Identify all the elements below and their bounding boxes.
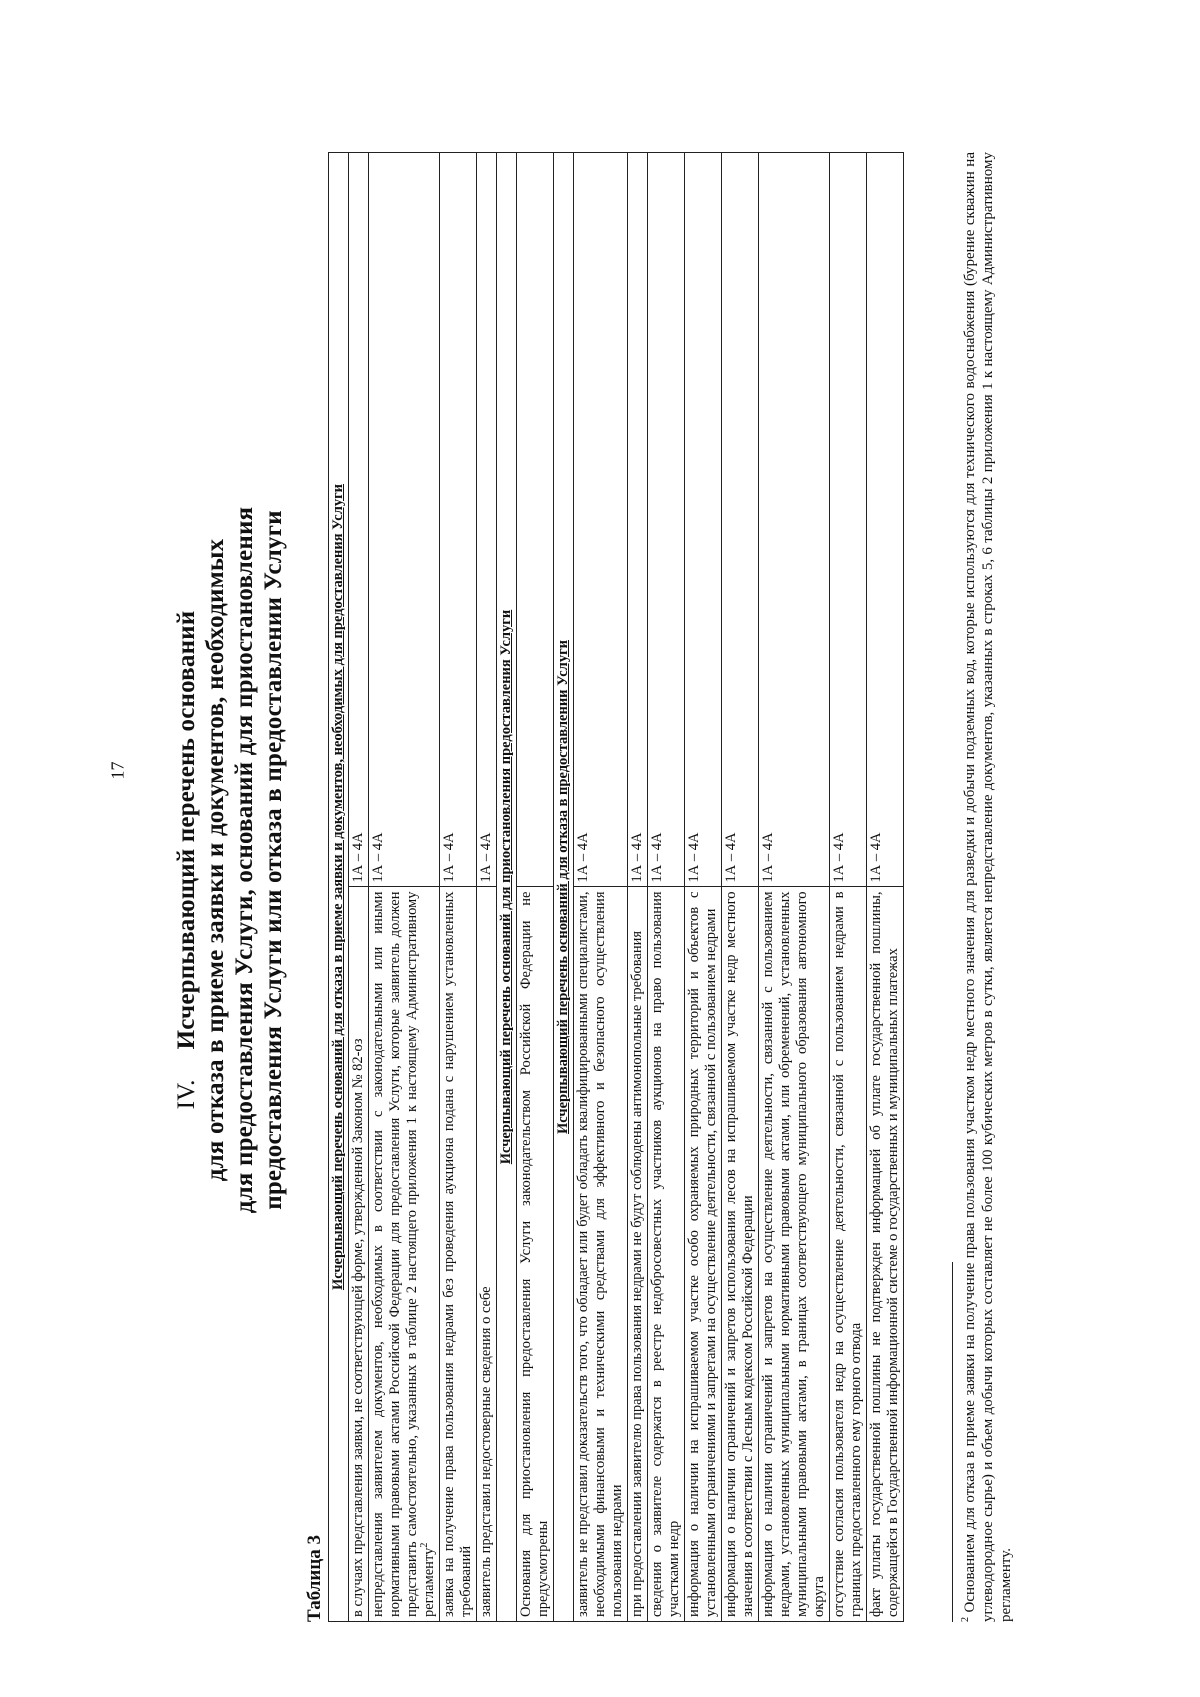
row-text: информация о наличии на испрашиваемом участке особо охраняемых природных территорий и объектов с установленными ограничениями и запретами на осуществление деятельности, связанной с пользованием недрами — [685, 887, 722, 1622]
row-text: сведения о заявителе содержатся в реестре недобросовестных участников аукционов на право пользования участками недр — [648, 887, 685, 1622]
row-code: 1А – 4А — [722, 153, 759, 888]
table-section-header — [554, 153, 574, 1622]
table-row — [477, 153, 497, 1622]
row-code: 1А – 4А — [867, 153, 904, 888]
footnote-text: Основанием для отказа в приеме заявки на получение права пользования участком недр местного значения для разведки и добычи подземных вод, которые используются для технического водоснабжения (бурение скважин на углеводородное сырье) и объем добычи которых составляет не более 100 кубических метров в сутки, является непредставление документов, указанных в строках 5, 6 таблицы 2 приложения 1 к настоящему Административному регламенту. — [962, 152, 1014, 1622]
table-row — [759, 153, 830, 1622]
row-text: отсутствие согласия пользователя недр на осуществление деятельности, связанной с пользованием недрами в границах предоставленного ему горного отвода — [830, 887, 867, 1622]
row-code: 1А – 4А — [574, 153, 628, 888]
row-code — [517, 153, 554, 888]
heading-line-4: предоставления Услуги или отказа в предоставлении Услуги — [260, 510, 287, 1210]
row-code: 1А – 4А — [830, 153, 867, 888]
table-row — [648, 153, 685, 1622]
row-text: заявка на получение права пользования недрами без проведения аукциона подана с нарушением установленных требований — [440, 887, 477, 1622]
row-code: 1А – 4А — [477, 153, 497, 888]
table-row — [369, 153, 440, 1622]
row-text: непредставления заявителем документов, необходимых в соответствии с законодательными или иными нормативными правовыми актами Российской Федерации для предоставления Услуги, которые заявитель должен представить самостоятельно, указанных в таблице 2 настоящего приложения 1 к настоящему Административному регламенту — [370, 891, 437, 1617]
row-code: 1А – 4А — [648, 153, 685, 888]
heading-line-2: для отказа в приеме заявки и документов, необходимых — [202, 538, 229, 1182]
table-row — [574, 153, 628, 1622]
footnote-reference: 2 — [419, 1542, 431, 1548]
section-title: Исчерпывающий перечень оснований для отказа в приеме заявки и документов, необходимых для предоставления Услуги — [330, 483, 346, 1291]
row-text: в случаях представления заявки, не соответствующей форме, утвержденной Законом № 82-оз — [349, 887, 369, 1622]
footnote-separator — [952, 1262, 953, 1622]
section-title: Исчерпывающий перечень оснований для приостановления предоставления Услуги — [498, 609, 514, 1165]
row-text: информация о наличии ограничений и запретов использования лесов на испрашиваемом участке недр местного значения в соответствии с Лесным кодексом Российской Федерации — [722, 887, 759, 1622]
row-code: 1А – 4А — [440, 153, 477, 888]
table-row — [830, 153, 867, 1622]
row-text: факт уплаты государственной пошлины не подтвержден информацией об уплате государственной пошлины, содержащейся в Государственной информационной системе о государственных и муниципальных платежах — [867, 887, 904, 1622]
table-row — [517, 153, 554, 1622]
table-section-header — [497, 153, 517, 1622]
row-text-cell — [369, 887, 440, 1622]
row-text: информация о наличии ограничений и запретов на осуществление деятельности, связанной с пользованием недрами, установленных муниципальными нормативными правовыми актами, или обременений, установленных муниципальными правовыми актами, в границах соответствующего муниципального образования автономного округа — [759, 887, 830, 1622]
footnote-marker: 2 — [960, 1617, 971, 1622]
table-row — [440, 153, 477, 1622]
table-row — [722, 153, 759, 1622]
row-code: 1А – 4А — [628, 153, 648, 888]
grounds-table — [328, 152, 904, 1622]
row-text: заявитель представил недостоверные сведения о себе — [477, 887, 497, 1622]
section-title: Исчерпывающий перечень оснований для отказа в предоставлении Услуги — [555, 639, 571, 1135]
table-row — [867, 153, 904, 1622]
section-heading — [172, 90, 288, 1630]
heading-line-1: IV.Исчерпывающий перечень оснований — [173, 610, 200, 1110]
row-text: Основания для приостановления предоставления Услуги законодательством Российской Федерации не предусмотрены — [517, 887, 554, 1622]
row-code: 1А – 4А — [349, 153, 369, 888]
table-row — [628, 153, 648, 1622]
table-row — [685, 153, 722, 1622]
row-text: при предоставлении заявителю права пользования недрами не будут соблюдены антимонопольные требования — [628, 887, 648, 1622]
row-text: заявитель не представил доказательств того, что обладает или будет обладать квалифицированными специалистами, необходимыми финансовыми и техническими средствами для эффективного и безопасного осуществления пользования недрами — [574, 887, 628, 1622]
heading-number: IV. — [173, 1079, 200, 1110]
row-code: 1А – 4А — [759, 153, 830, 888]
row-code: 1А – 4А — [685, 153, 722, 888]
table-row — [349, 153, 369, 1622]
footnote — [961, 152, 1015, 1622]
rotated-page-content — [144, 90, 1164, 1630]
page-number: 17 — [107, 761, 128, 780]
table-caption: Таблица 3 — [304, 1534, 325, 1622]
heading-line-3: для предоставления Услуги, оснований для приостановления — [231, 506, 258, 1214]
row-code: 1А – 4А — [369, 153, 440, 888]
table-section-header — [329, 153, 349, 1622]
